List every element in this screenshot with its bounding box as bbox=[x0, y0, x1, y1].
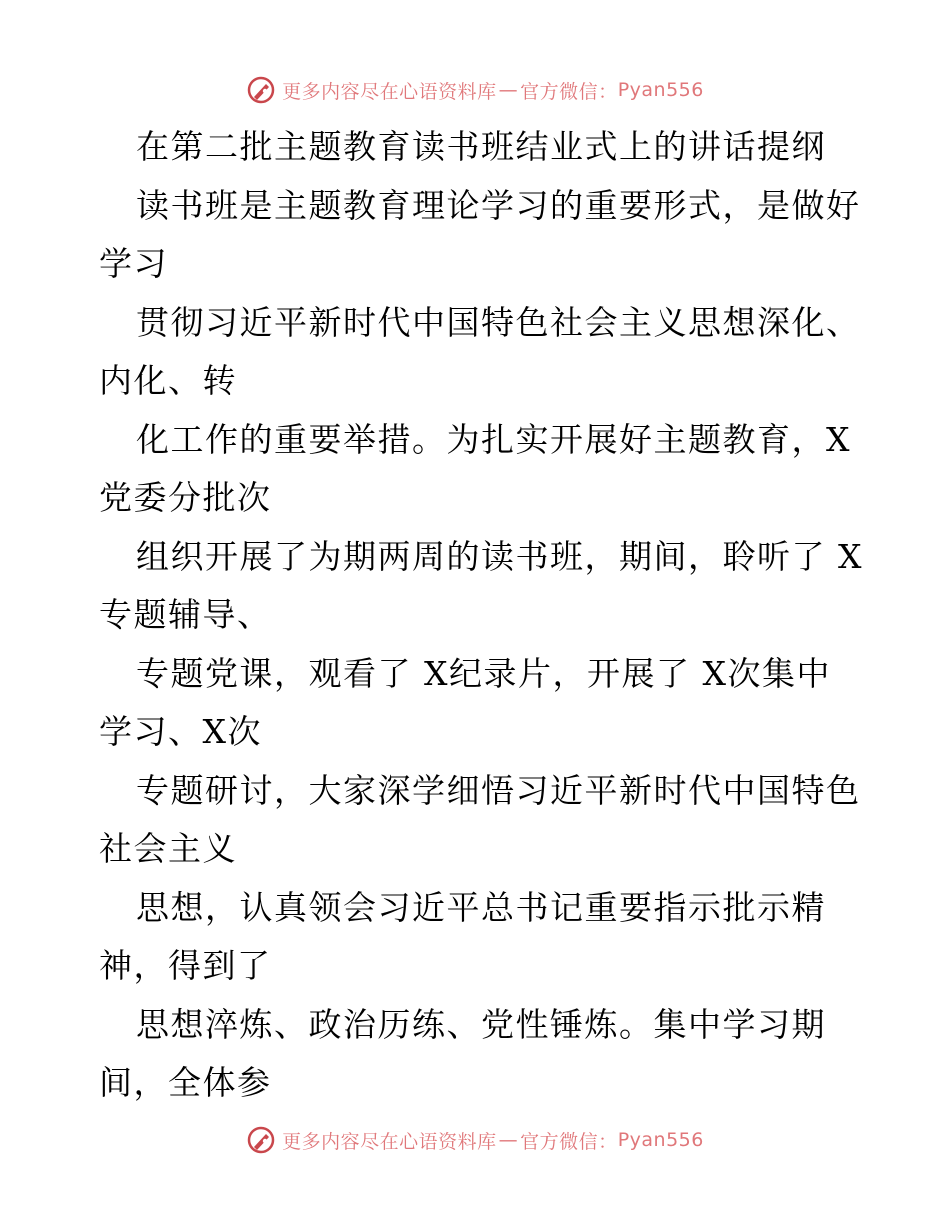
paragraph-line: 贯彻习近平新时代中国特色社会主义思想深化、 bbox=[136, 302, 861, 342]
paragraph-line: 学习 bbox=[99, 244, 168, 283]
watermark-separator: — bbox=[498, 79, 519, 101]
watermark-separator: — bbox=[498, 1129, 519, 1151]
watermark-id: Pyan556 bbox=[617, 1129, 704, 1151]
watermark-id: Pyan556 bbox=[617, 79, 704, 101]
paragraph-line: 间，全体参 bbox=[99, 1063, 272, 1102]
pen-logo-icon bbox=[246, 1125, 276, 1155]
paragraph-line: 专题辅导、 bbox=[99, 595, 272, 634]
watermark-sub-text: 官方微信： bbox=[520, 1130, 618, 1153]
paragraph-line: 专题党课，观看了 X纪录片，开展了 X次集中 bbox=[136, 653, 831, 693]
paragraph-line: 读书班是主题教育理论学习的重要形式，是做好 bbox=[136, 185, 861, 225]
paragraph-line: 专题研讨，大家深学细悟习近平新时代中国特色 bbox=[136, 770, 861, 810]
header-watermark bbox=[0, 70, 950, 110]
paragraph-line: 思想，认真领会习近平总书记重要指示批示精 bbox=[136, 887, 826, 927]
document-body bbox=[99, 118, 863, 1113]
paragraph-line: 化工作的重要举措。为扎实开展好主题教育，X bbox=[136, 419, 851, 459]
paragraph-line: 组织开展了为期两周的读书班，期间，聆听了 X bbox=[136, 536, 863, 576]
document-title: 在第二批主题教育读书班结业式上的讲话提纲 bbox=[136, 127, 826, 166]
watermark-main-text: 更多内容尽在心语资料库 bbox=[282, 80, 497, 103]
paragraph-line: 社会主义 bbox=[99, 829, 237, 868]
pen-logo-icon bbox=[246, 75, 276, 105]
paragraph-line: 神，得到了 bbox=[99, 946, 272, 985]
paragraph-line: 学习、X次 bbox=[99, 712, 262, 751]
watermark-main-text: 更多内容尽在心语资料库 bbox=[282, 1130, 497, 1153]
paragraph-line: 内化、转 bbox=[99, 361, 237, 400]
footer-watermark bbox=[0, 1120, 950, 1160]
watermark-sub-text: 官方微信： bbox=[520, 80, 618, 103]
paragraph-line: 党委分批次 bbox=[99, 478, 272, 517]
paragraph-line: 思想淬炼、政治历练、党性锤炼。集中学习期 bbox=[136, 1004, 826, 1044]
